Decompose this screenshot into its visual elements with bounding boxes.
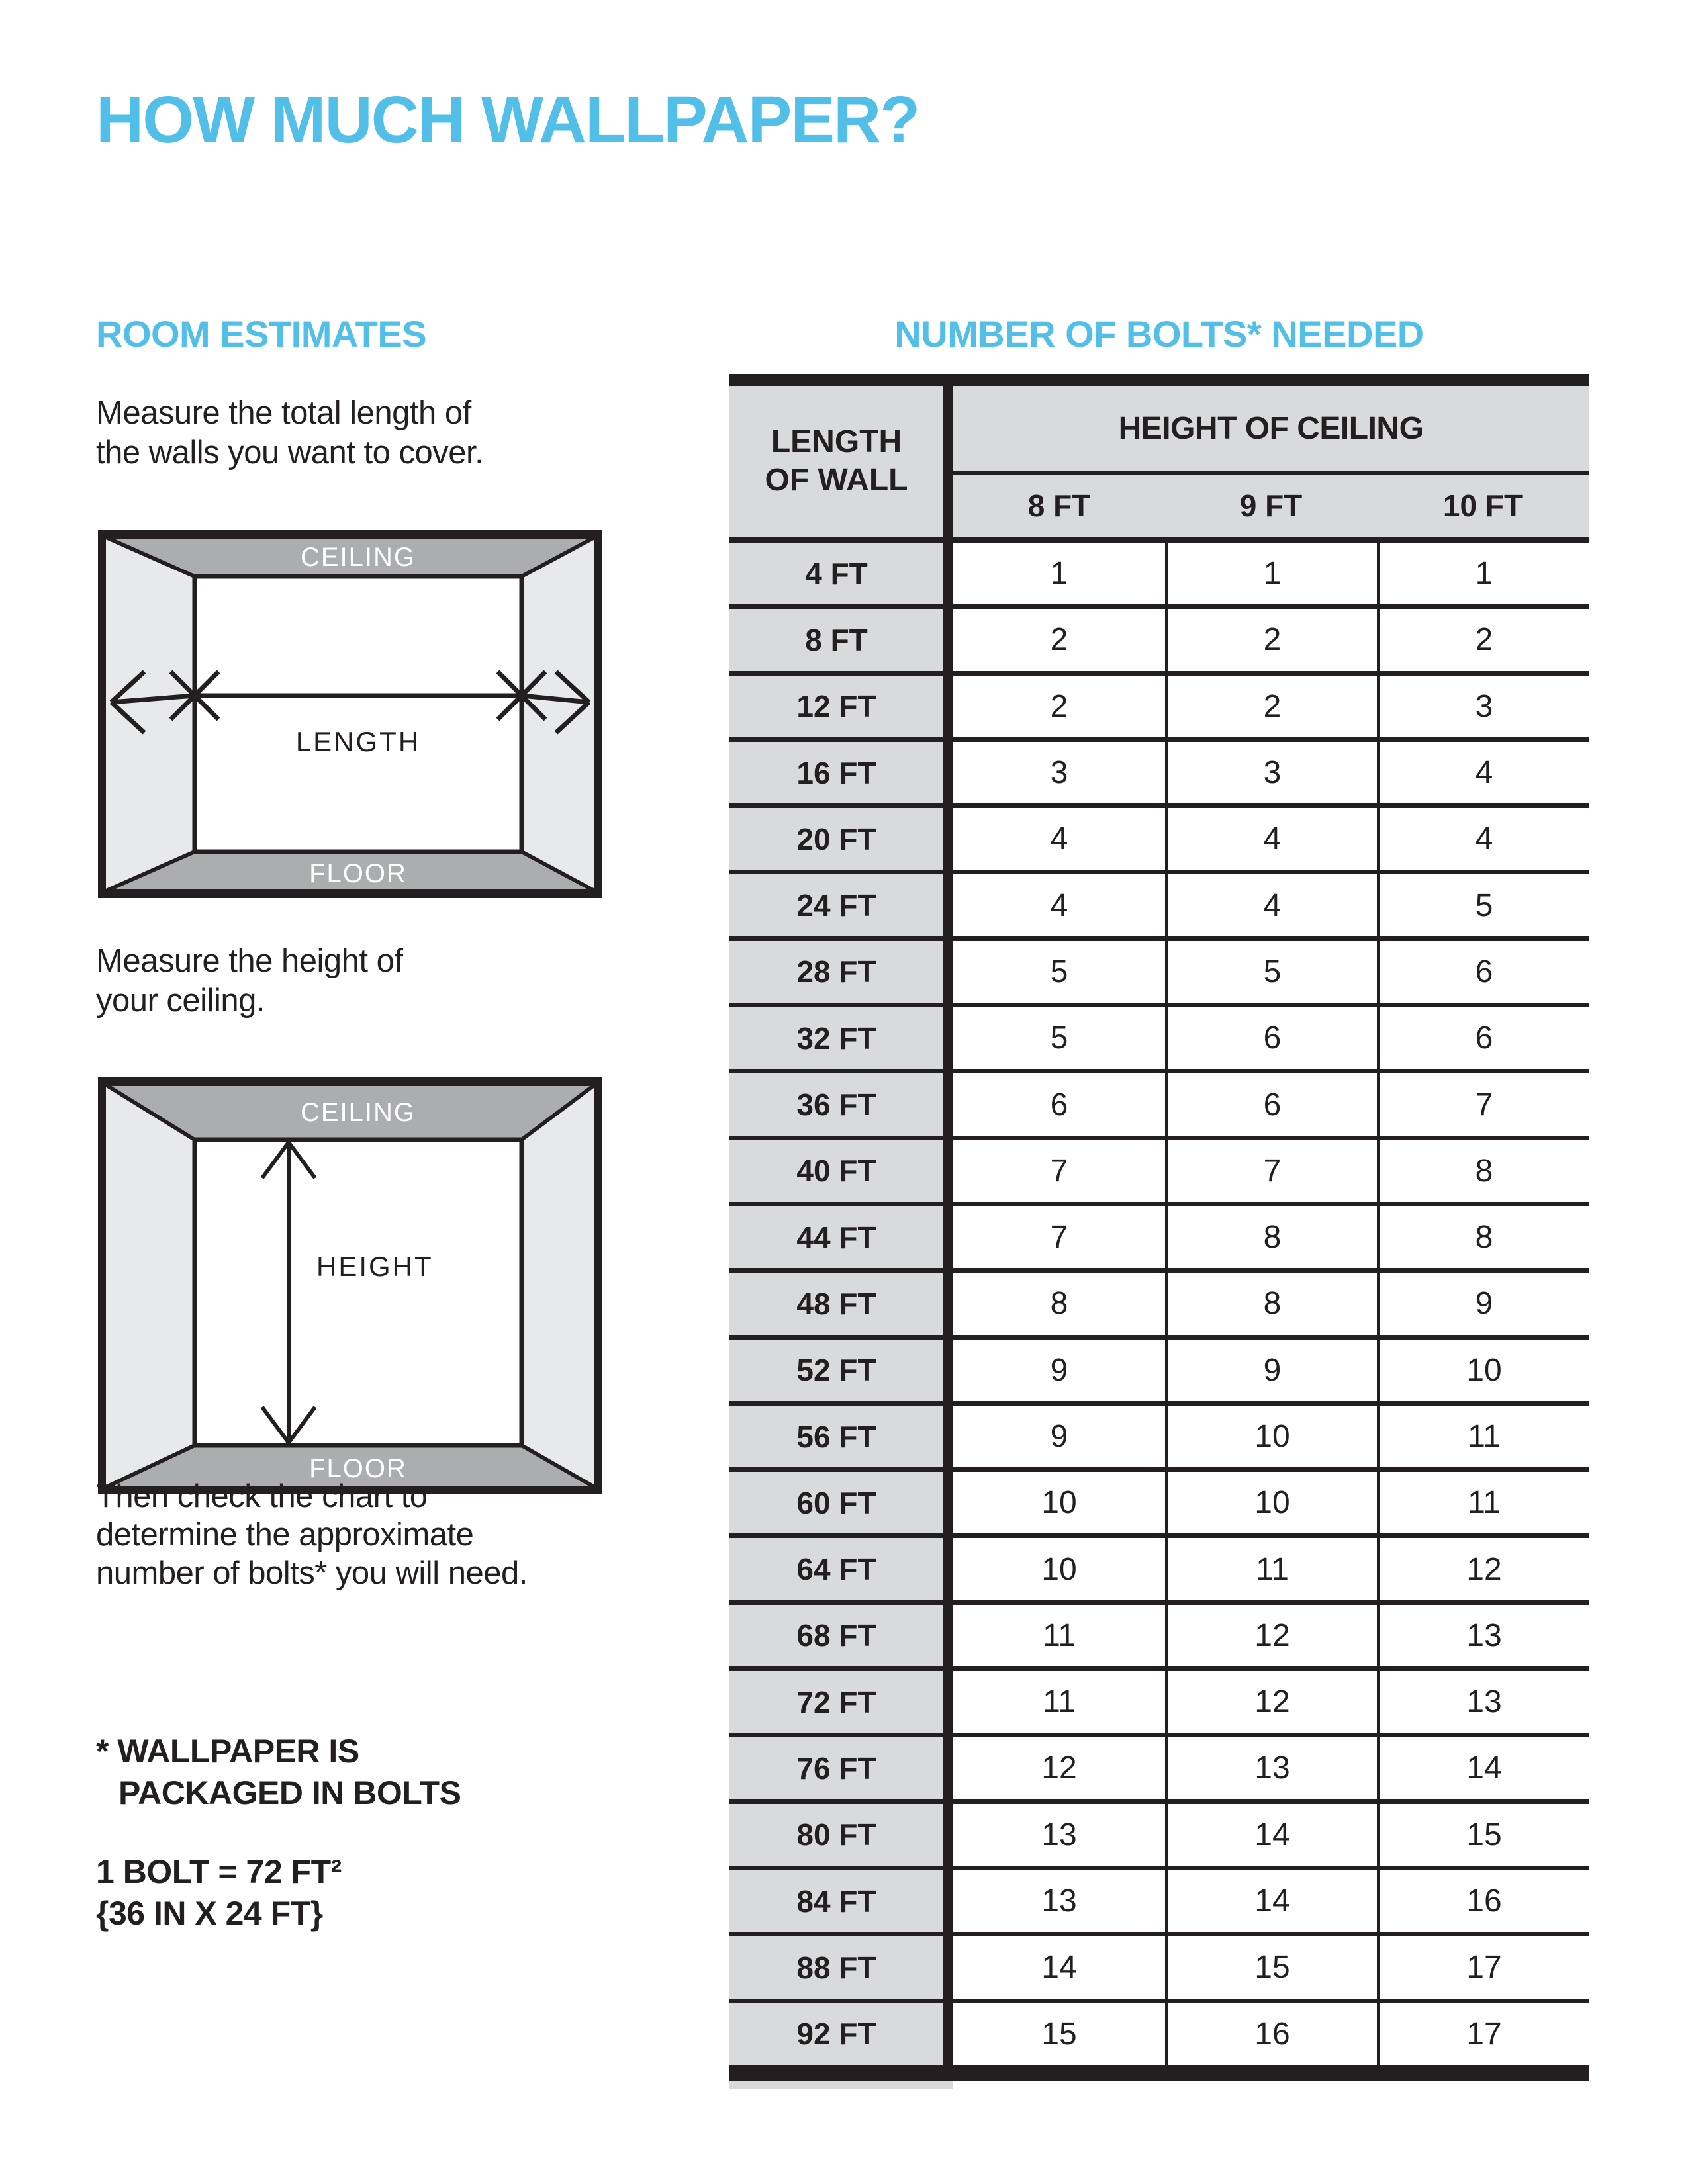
row-column-divider [943,1870,953,1932]
row-value-8ft: 11 [953,1671,1165,1733]
row-label: 92 FT [729,2003,943,2065]
row-value-8ft: 15 [953,2003,1165,2065]
row-label: 80 FT [729,1804,943,1866]
row-label: 52 FT [729,1340,943,1401]
ceiling-label: CEILING [300,543,416,572]
row-value-9ft: 12 [1165,1605,1377,1666]
footnote-line1: * WALLPAPER IS [96,1733,359,1770]
row-value-9ft: 8 [1165,1273,1377,1334]
row-value-8ft: 8 [953,1273,1165,1334]
length-measure-label: LENGTH [295,726,421,757]
table-row [729,1671,1589,1737]
row-label: 56 FT [729,1406,943,1467]
row-value-8ft: 7 [953,1206,1165,1268]
row-value-8ft: 10 [953,1472,1165,1533]
row-value-8ft: 14 [953,1936,1165,1998]
row-column-divider [943,1273,953,1334]
row-value-8ft: 13 [953,1804,1165,1866]
row-value-9ft: 4 [1165,874,1377,936]
row-value-8ft: 11 [953,1605,1165,1666]
row-value-8ft: 4 [953,874,1165,936]
column-header-9ft: 9 FT [1239,488,1303,523]
table-row [729,1605,1589,1671]
table-row [729,1007,1589,1073]
table-row [729,1737,1589,1803]
table-row [729,1472,1589,1538]
row-value-10ft: 14 [1377,1737,1589,1799]
table-row [729,609,1589,675]
table-row [729,1936,1589,2003]
row-column-divider [943,1007,953,1069]
row-value-10ft: 6 [1377,1007,1589,1069]
row-label: 60 FT [729,1472,943,1533]
row-value-9ft: 3 [1165,742,1377,803]
bolts-table [729,374,1589,2089]
row-value-9ft: 6 [1165,1007,1377,1069]
table-top-rule [729,374,1589,386]
row-label: 88 FT [729,1936,943,1998]
column-header-8ft: 8 FT [1027,488,1091,523]
ceiling-height-header-group [953,386,1589,537]
corner-line1: LENGTH [771,424,902,459]
row-value-10ft: 7 [1377,1073,1589,1135]
row-column-divider [943,1538,953,1600]
row-value-9ft: 1 [1165,543,1377,604]
table-row [729,1870,1589,1936]
row-value-8ft: 10 [953,1538,1165,1600]
row-column-divider [943,1073,953,1135]
row-column-divider [943,1340,953,1401]
row-value-9ft: 8 [1165,1206,1377,1268]
row-label: 68 FT [729,1605,943,1666]
step3-line2: determine the approximate [96,1517,474,1553]
height-of-ceiling-header: HEIGHT OF CEILING [953,386,1589,475]
row-value-9ft: 14 [1165,1870,1377,1932]
table-row [729,1804,1589,1870]
row-value-10ft: 4 [1377,742,1589,803]
back-wall [195,576,522,852]
row-value-9ft: 5 [1165,941,1377,1003]
step3-text [96,1477,528,1592]
row-column-divider [943,874,953,936]
row-value-9ft: 7 [1165,1140,1377,1202]
label-column-tail [729,2081,953,2089]
row-value-8ft: 6 [953,1073,1165,1135]
height-measure-label: HEIGHT [316,1251,434,1282]
row-value-9ft: 4 [1165,808,1377,870]
row-value-10ft: 11 [1377,1406,1589,1467]
row-column-divider [943,1140,953,1202]
row-value-8ft: 2 [953,609,1165,670]
table-row [729,1538,1589,1604]
row-value-8ft: 1 [953,543,1165,604]
step2-line2: your ceiling. [96,983,265,1019]
row-value-8ft: 3 [953,742,1165,803]
row-label: 84 FT [729,1870,943,1932]
row-value-8ft: 7 [953,1140,1165,1202]
wallpaper-footnote [96,1731,461,1814]
row-label: 76 FT [729,1737,943,1799]
row-column-divider [943,1671,953,1733]
row-label: 32 FT [729,1007,943,1069]
row-column-divider [943,1936,953,1998]
row-label: 28 FT [729,941,943,1003]
row-column-divider [943,543,953,604]
bolts-needed-heading: NUMBER OF BOLTS* NEEDED [894,313,1424,355]
row-column-divider [943,676,953,737]
column-header-10ft: 10 FT [1442,488,1523,523]
table-row [729,1406,1589,1472]
row-value-10ft: 5 [1377,874,1589,936]
row-value-10ft: 3 [1377,676,1589,737]
row-value-8ft: 4 [953,808,1165,870]
row-value-8ft: 5 [953,1007,1165,1069]
row-value-9ft: 6 [1165,1073,1377,1135]
row-value-9ft: 11 [1165,1538,1377,1600]
row-value-9ft: 14 [1165,1804,1377,1866]
row-column-divider [943,1605,953,1666]
table-row [729,941,1589,1007]
floor-label: FLOOR [309,1454,407,1483]
row-label: 44 FT [729,1206,943,1268]
back-wall [195,1140,522,1445]
row-value-10ft: 10 [1377,1340,1589,1401]
row-value-8ft: 12 [953,1737,1165,1799]
row-value-9ft: 12 [1165,1671,1377,1733]
table-row [729,808,1589,874]
row-value-10ft: 13 [1377,1605,1589,1666]
row-label: 4 FT [729,543,943,604]
row-label: 64 FT [729,1538,943,1600]
ceiling-label: CEILING [300,1098,416,1127]
corner-line2: OF WALL [765,463,908,498]
row-label: 48 FT [729,1273,943,1334]
row-value-10ft: 4 [1377,808,1589,870]
row-label: 8 FT [729,609,943,670]
step3-line3: number of bolts* you will need. [96,1555,528,1591]
row-value-9ft: 15 [1165,1936,1377,1998]
row-label: 36 FT [729,1073,943,1135]
footnote-line2: PACKAGED IN BOLTS [118,1774,461,1811]
table-row [729,874,1589,940]
row-value-8ft: 2 [953,676,1165,737]
table-header [729,386,1589,543]
row-value-8ft: 5 [953,941,1165,1003]
table-row [729,676,1589,742]
row-value-8ft: 13 [953,1870,1165,1932]
row-value-10ft: 6 [1377,941,1589,1003]
step2-text [96,941,402,1021]
step1-line1: Measure the total length of [96,395,471,431]
row-column-divider [943,1472,953,1533]
row-value-10ft: 17 [1377,2003,1589,2065]
row-value-9ft: 9 [1165,1340,1377,1401]
floor-label: FLOOR [309,859,407,888]
page-title: HOW MUCH WALLPAPER? [96,83,919,157]
row-column-divider [943,1406,953,1467]
row-column-divider [943,2003,953,2065]
table-body [729,543,1589,2070]
row-value-9ft: 13 [1165,1737,1377,1799]
row-value-10ft: 8 [1377,1206,1589,1268]
row-value-9ft: 2 [1165,609,1377,670]
header-column-divider [943,386,953,537]
table-row [729,2003,1589,2070]
ceiling-height-columns [953,475,1589,537]
bolt-definition [96,1851,342,1934]
row-value-8ft: 9 [953,1406,1165,1467]
row-column-divider [943,1737,953,1799]
row-label: 40 FT [729,1140,943,1202]
row-value-9ft: 2 [1165,676,1377,737]
bolt-equation: 1 BOLT = 72 FT² [96,1853,342,1890]
table-row [729,1340,1589,1406]
row-value-10ft: 8 [1377,1140,1589,1202]
height-room-diagram [98,1077,602,1494]
row-label: 12 FT [729,676,943,737]
row-label: 16 FT [729,742,943,803]
step2-line1: Measure the height of [96,943,403,979]
table-row [729,1206,1589,1273]
row-column-divider [943,1804,953,1866]
table-row [729,1140,1589,1206]
step3-line1: Then check the chart to [96,1479,428,1514]
row-value-9ft: 16 [1165,2003,1377,2065]
table-row [729,1073,1589,1140]
row-column-divider [943,808,953,870]
row-column-divider [943,609,953,670]
row-label: 72 FT [729,1671,943,1733]
row-value-10ft: 15 [1377,1804,1589,1866]
row-label: 24 FT [729,874,943,936]
row-value-9ft: 10 [1165,1406,1377,1467]
row-column-divider [943,742,953,803]
row-value-10ft: 11 [1377,1472,1589,1533]
row-value-10ft: 2 [1377,609,1589,670]
row-column-divider [943,1206,953,1268]
row-label: 20 FT [729,808,943,870]
table-row [729,543,1589,609]
length-room-diagram [98,530,602,898]
row-column-divider [943,941,953,1003]
row-value-10ft: 1 [1377,543,1589,604]
step1-line2: the walls you want to cover. [96,435,484,471]
table-row [729,742,1589,808]
length-of-wall-header [729,386,943,537]
row-value-10ft: 16 [1377,1870,1589,1932]
step1-text [96,393,483,473]
row-value-9ft: 10 [1165,1472,1377,1533]
row-value-10ft: 9 [1377,1273,1589,1334]
row-value-10ft: 13 [1377,1671,1589,1733]
row-value-8ft: 9 [953,1340,1165,1401]
room-estimates-heading: ROOM ESTIMATES [96,313,427,355]
row-value-10ft: 12 [1377,1538,1589,1600]
row-value-10ft: 17 [1377,1936,1589,1998]
bolt-dimensions: {36 IN X 24 FT} [96,1895,323,1932]
table-bottom-rule [729,2070,1589,2081]
table-row [729,1273,1589,1339]
